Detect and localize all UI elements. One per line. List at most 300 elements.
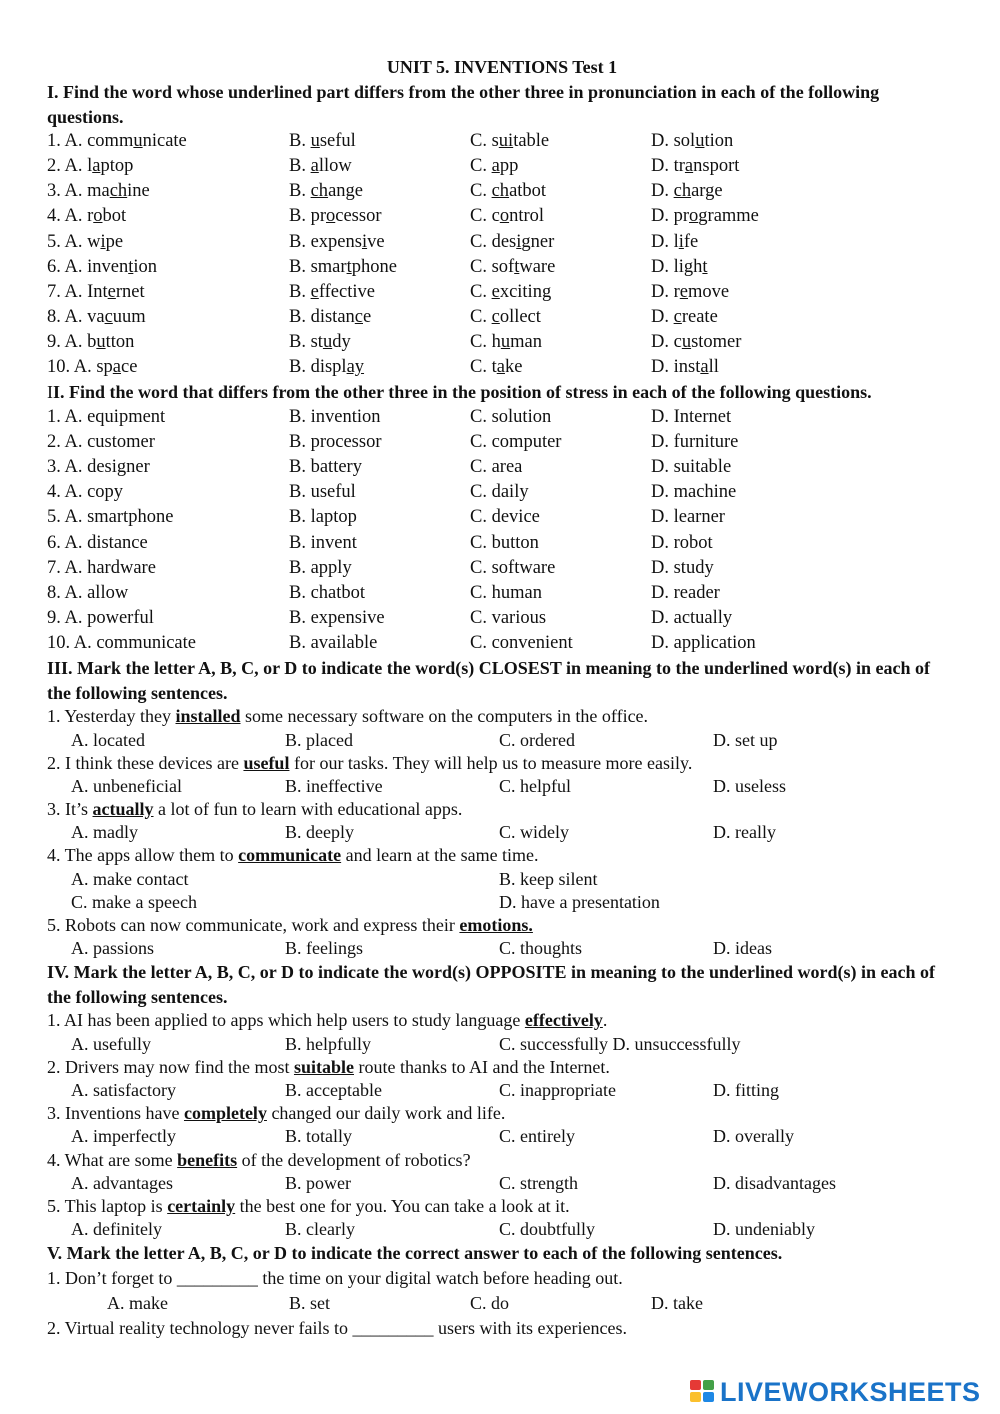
answer-options xyxy=(47,937,957,960)
section-2-rows xyxy=(47,405,957,656)
word-part: tion xyxy=(704,131,734,151)
option-b[interactable]: B. deeply xyxy=(285,822,354,843)
question-text xyxy=(47,798,957,821)
underlined-part: e xyxy=(310,281,319,302)
worksheet-page xyxy=(47,55,957,1341)
option-d[interactable] xyxy=(651,230,698,255)
answer-options xyxy=(47,821,957,844)
option-b[interactable]: B. keep silent xyxy=(499,868,598,889)
underlined-part: i xyxy=(516,231,522,252)
option-b[interactable]: B. chatbot xyxy=(289,582,366,603)
option-c[interactable] xyxy=(470,255,555,280)
option-c[interactable]: C. inappropriate xyxy=(499,1079,616,1100)
underlined-part: ch xyxy=(491,181,510,202)
option-c[interactable]: C. widely xyxy=(499,822,569,843)
word-part: move xyxy=(688,281,730,302)
option-b[interactable]: B. acceptable xyxy=(285,1079,382,1100)
option-b[interactable]: B. placed xyxy=(285,729,353,750)
option-c[interactable]: C. button xyxy=(470,532,539,553)
underlined-keyword: completely xyxy=(183,1103,267,1124)
option-c[interactable]: C. area xyxy=(470,457,523,478)
option-a[interactable]: 5. A. smartphone xyxy=(47,507,174,528)
word-part: dy xyxy=(332,332,351,353)
option-c[interactable] xyxy=(470,154,518,179)
word-part: reate xyxy=(681,306,718,327)
option-c[interactable] xyxy=(470,129,549,154)
question-suffix: for our tasks. They will help us to measure more easily. xyxy=(289,752,693,773)
option-a[interactable]: 8. A. allow xyxy=(47,582,129,603)
word-part: ange xyxy=(328,181,363,202)
option-a[interactable]: A. located xyxy=(71,729,145,750)
word-part: ffective xyxy=(318,281,375,302)
option-a[interactable]: 7. A. hardware xyxy=(47,557,156,578)
word-part: rnet xyxy=(115,281,145,302)
underlined-part: e xyxy=(491,281,500,302)
logo-square-1 xyxy=(690,1380,701,1390)
answer-options xyxy=(47,891,957,914)
question-text xyxy=(47,844,957,867)
word-part: pp xyxy=(499,156,519,177)
section-3-heading: III. Mark the letter A, B, C, or D to indicate the word(s) CLOSEST in meaning to the underlined word(s) in each of the following sentences. xyxy=(47,658,931,703)
word-part: nicate xyxy=(142,131,187,151)
answer-options xyxy=(47,1218,957,1241)
pronunciation-question-row xyxy=(47,355,957,380)
question-prefix: 1. Yesterday they xyxy=(47,706,176,727)
underlined-part: t xyxy=(702,256,708,277)
option-c[interactable]: C. ordered xyxy=(499,729,575,750)
option-b[interactable]: B. apply xyxy=(289,557,352,578)
option-c[interactable] xyxy=(470,355,522,380)
stress-question-row xyxy=(47,430,957,455)
underlined-part: u xyxy=(500,332,511,353)
underlined-part: c xyxy=(491,306,500,327)
word-part: B. xyxy=(289,131,311,151)
option-b[interactable] xyxy=(289,230,385,255)
word-part: seful xyxy=(319,131,356,151)
option-b[interactable]: B. useful xyxy=(289,482,356,503)
question-text xyxy=(47,752,957,775)
word-part: ntrol xyxy=(509,206,545,227)
underlined-part: a xyxy=(491,156,500,177)
option-b[interactable]: B. set xyxy=(289,1292,331,1313)
answer-options xyxy=(47,729,957,752)
option-c[interactable] xyxy=(470,305,541,330)
option-a[interactable]: A. definitely xyxy=(71,1219,162,1240)
option-c[interactable]: C. various xyxy=(470,608,547,629)
option-b[interactable]: B. power xyxy=(285,1172,351,1193)
underlined-keyword: benefits xyxy=(177,1149,238,1170)
section-5-heading: V. Mark the letter A, B, C, or D to indicate the correct answer to each of the following sentences. xyxy=(47,1243,783,1264)
option-c[interactable] xyxy=(470,230,554,255)
option-b[interactable] xyxy=(289,129,356,154)
option-b[interactable]: B. invent xyxy=(289,532,357,553)
option-b[interactable]: B. battery xyxy=(289,457,362,478)
option-c[interactable]: C. device xyxy=(470,507,540,528)
option-d[interactable]: D. Internet xyxy=(651,406,732,427)
option-c[interactable] xyxy=(470,179,546,204)
logo-square-4 xyxy=(703,1392,714,1402)
option-a[interactable]: 9. A. powerful xyxy=(47,608,154,629)
word-part: gner xyxy=(521,231,555,252)
word-part: C. s xyxy=(470,131,499,151)
question-text xyxy=(47,1009,957,1032)
word-part: C. h xyxy=(470,332,501,353)
option-c[interactable] xyxy=(470,280,551,305)
option-c[interactable]: C. thoughts xyxy=(499,938,583,959)
option-a[interactable]: 3. A. designer xyxy=(47,457,150,478)
underlined-part: t xyxy=(514,256,520,277)
question-prefix: 2. I think these devices are xyxy=(47,752,244,773)
underlined-part: t xyxy=(128,256,134,277)
word-part: 4. A. r xyxy=(47,206,94,227)
underlined-part: e xyxy=(679,281,688,302)
option-d[interactable]: D. overally xyxy=(713,1126,794,1147)
underlined-part: i xyxy=(361,231,368,252)
word-part: B. st xyxy=(289,332,323,353)
option-b[interactable] xyxy=(289,255,397,280)
option-a[interactable]: 10. A. communicate xyxy=(47,633,196,654)
word-part: B. smar xyxy=(289,256,347,277)
option-b[interactable]: B. helpfully xyxy=(285,1033,371,1054)
word-part: 2. A. l xyxy=(47,156,93,177)
question-text xyxy=(47,705,957,728)
word-part: xciting xyxy=(499,281,552,302)
word-part: stomer xyxy=(691,332,742,353)
option-b[interactable]: B. processor xyxy=(289,432,382,453)
option-c[interactable]: C. software xyxy=(470,557,556,578)
word-part: C. sof xyxy=(470,256,515,277)
pronunciation-question-row xyxy=(47,129,957,154)
option-d[interactable]: D. suitable xyxy=(651,457,732,478)
option-a[interactable] xyxy=(47,154,133,179)
question-prefix: 4. The apps allow them to xyxy=(47,845,239,866)
underlined-part: o xyxy=(689,206,699,227)
word-part: D. xyxy=(651,181,674,202)
option-c[interactable]: C. helpful xyxy=(499,775,571,796)
underlined-part: ch xyxy=(673,181,692,202)
pronunciation-question-row xyxy=(47,280,957,305)
stress-question-row xyxy=(47,531,957,556)
option-b[interactable]: B. expensive xyxy=(289,608,385,629)
word-part: ine xyxy=(127,181,150,202)
option-d[interactable] xyxy=(651,305,718,330)
underlined-part: e xyxy=(107,281,116,302)
option-d[interactable]: D. actually xyxy=(651,608,733,629)
underlined-part: u xyxy=(322,332,333,353)
option-b[interactable]: B. ineffective xyxy=(285,775,383,796)
underlined-part: i xyxy=(100,231,106,252)
option-d[interactable]: D. have a presentation xyxy=(499,891,660,912)
section-3-questions xyxy=(47,705,957,960)
underlined-keyword: suitable xyxy=(293,1056,354,1077)
option-a[interactable]: A. madly xyxy=(71,822,138,843)
word-part: ion xyxy=(133,256,157,277)
option-a[interactable]: A. unbeneficial xyxy=(71,775,182,796)
option-a[interactable]: 2. A. customer xyxy=(47,432,155,453)
answer-options xyxy=(47,1079,957,1102)
option-c[interactable]: C. human xyxy=(470,582,542,603)
option-d[interactable]: D. really xyxy=(713,822,776,843)
option-b[interactable] xyxy=(289,305,371,330)
underlined-part: u xyxy=(681,332,692,353)
option-d[interactable] xyxy=(651,154,739,179)
option-d[interactable] xyxy=(651,179,723,204)
word-part: C. xyxy=(470,281,492,302)
option-a[interactable] xyxy=(47,255,157,280)
underlined-keyword: communicate xyxy=(238,845,342,866)
option-a[interactable]: A. passions xyxy=(71,938,155,959)
option-a[interactable]: A. satisfactory xyxy=(71,1079,176,1100)
pronunciation-question-row xyxy=(47,230,957,255)
question-suffix: the best one for you. You can take a look at it. xyxy=(235,1195,570,1216)
answer-options xyxy=(47,868,957,891)
option-a[interactable] xyxy=(47,355,137,380)
option-d[interactable] xyxy=(651,355,719,380)
section-1-heading: I. Find the word whose underlined part differs from the other three in pronunciation in each of the following questions. xyxy=(47,82,880,127)
pronunciation-question-row xyxy=(47,179,957,204)
section-5-question-1-options xyxy=(47,1291,957,1316)
word-part: atbot xyxy=(509,181,547,202)
word-part: ollect xyxy=(499,306,541,327)
option-d[interactable]: D. fitting xyxy=(713,1079,779,1100)
underlined-part: u xyxy=(310,131,320,151)
word-part: D. c xyxy=(651,332,682,353)
option-a[interactable] xyxy=(47,129,187,154)
question-suffix: changed our daily work and life. xyxy=(266,1103,506,1124)
underlined-part: ui xyxy=(498,131,514,151)
option-a[interactable] xyxy=(47,230,123,255)
option-d[interactable]: D. undeniably xyxy=(713,1219,815,1240)
word-part: C. des xyxy=(470,231,517,252)
section-4-questions xyxy=(47,1009,957,1241)
stress-question-row xyxy=(47,556,957,581)
stress-question-row xyxy=(47,505,957,530)
underlined-keyword: actually xyxy=(92,799,154,820)
option-d[interactable]: D. robot xyxy=(651,532,713,553)
underlined-keyword: effectively xyxy=(524,1010,603,1031)
option-c[interactable]: C. make a speech xyxy=(71,891,197,912)
liveworksheets-logo xyxy=(690,1378,981,1406)
word-part: B. pr xyxy=(289,206,326,227)
option-a[interactable]: A. make xyxy=(107,1292,168,1313)
question-prefix: 3. Inventions have xyxy=(47,1103,184,1124)
word-part: C. t xyxy=(470,357,497,378)
question-suffix: . xyxy=(602,1010,608,1031)
option-d[interactable]: D. learner xyxy=(651,507,725,528)
option-c[interactable]: C. daily xyxy=(470,482,529,503)
word-part: 3. A. ma xyxy=(47,181,110,202)
word-part: pe xyxy=(105,231,124,252)
option-d[interactable] xyxy=(651,129,733,154)
section-2-heading-prefix: I xyxy=(47,382,53,403)
answer-options xyxy=(47,1125,957,1148)
option-b[interactable] xyxy=(289,179,363,204)
option-c[interactable]: C. entirely xyxy=(499,1126,575,1147)
word-part: C. xyxy=(470,181,492,202)
word-part: B. xyxy=(289,281,311,302)
logo-square-3 xyxy=(690,1392,701,1402)
option-c[interactable] xyxy=(470,330,542,355)
word-part: D. ligh xyxy=(651,256,703,277)
question-prefix: 2. Drivers may now find the most xyxy=(47,1056,294,1077)
option-d[interactable] xyxy=(651,280,729,305)
stress-question-row xyxy=(47,606,957,631)
word-part: uum xyxy=(112,306,146,327)
section-1-rows xyxy=(47,129,957,380)
option-c[interactable]: C. strength xyxy=(499,1172,578,1193)
word-part: cessor xyxy=(335,206,382,227)
pronunciation-question-row xyxy=(47,305,957,330)
option-c[interactable]: C. convenient xyxy=(470,633,573,654)
word-part: e xyxy=(363,306,372,327)
word-part: B. expens xyxy=(289,231,362,252)
underlined-part: ch xyxy=(109,181,128,202)
word-part: ke xyxy=(504,357,523,378)
option-b[interactable]: B. invention xyxy=(289,406,381,427)
word-part: C. xyxy=(470,156,492,177)
option-d[interactable]: D. reader xyxy=(651,582,720,603)
option-d[interactable] xyxy=(651,204,759,229)
underlined-part: o xyxy=(93,206,103,227)
option-a[interactable]: A. advantages xyxy=(71,1172,173,1193)
option-b[interactable]: B. available xyxy=(289,633,378,654)
option-d[interactable]: D. furniture xyxy=(651,432,739,453)
word-part: B. distan xyxy=(289,306,355,327)
question-suffix: route thanks to AI and the Internet. xyxy=(353,1056,610,1077)
underlined-part: u xyxy=(133,131,143,151)
option-b[interactable] xyxy=(289,355,364,380)
option-a[interactable]: A. make contact xyxy=(71,868,189,889)
option-b[interactable] xyxy=(289,280,375,305)
option-b[interactable]: B. totally xyxy=(285,1126,352,1147)
question-suffix: a lot of fun to learn with educational apps. xyxy=(153,799,463,820)
word-part: ptop xyxy=(100,156,134,177)
section-5-question-1: 1. Don’t forget to _________ the time on your digital watch before heading out. xyxy=(47,1267,623,1288)
word-part: tton xyxy=(105,332,135,353)
word-part: bot xyxy=(102,206,127,227)
question-suffix: and learn at the same time. xyxy=(341,845,539,866)
option-c[interactable]: C. do xyxy=(470,1292,510,1313)
word-part: D. sol xyxy=(651,131,696,151)
word-part: llow xyxy=(318,156,352,177)
option-b[interactable]: B. clearly xyxy=(285,1219,355,1240)
underlined-keyword: certainly xyxy=(167,1195,236,1216)
logo-square-2 xyxy=(703,1380,714,1390)
option-c[interactable] xyxy=(470,204,544,229)
word-part: fe xyxy=(683,231,699,252)
liveworksheets-logo-icon xyxy=(690,1380,716,1404)
section-5-question-2: 2. Virtual reality technology never fails to _________ users with its experiences. xyxy=(47,1317,627,1338)
question-suffix: some necessary software on the computers in the office. xyxy=(240,706,649,727)
word-part: D. l xyxy=(651,231,679,252)
underlined-keyword: emotions. xyxy=(459,915,533,935)
option-a[interactable]: A. usefully xyxy=(71,1033,151,1054)
option-d[interactable]: D. take xyxy=(651,1292,703,1313)
option-d[interactable]: D. ideas xyxy=(713,938,772,959)
question-text xyxy=(47,914,957,937)
underlined-part: ay xyxy=(346,357,365,378)
option-a[interactable] xyxy=(47,204,126,229)
option-a[interactable] xyxy=(47,280,145,305)
word-part: 1. A. comm xyxy=(47,131,134,151)
option-d[interactable]: D. machine xyxy=(651,482,737,503)
question-prefix: 5. This laptop is xyxy=(47,1195,168,1216)
question-prefix: 1. AI has been applied to apps which help users to study language xyxy=(47,1010,525,1031)
word-part: man xyxy=(510,332,542,353)
question-text xyxy=(47,1102,957,1125)
question-prefix: 5. Robots can now communicate, work and express their xyxy=(47,915,460,935)
word-part: arge xyxy=(691,181,723,202)
option-c[interactable]: C. solution xyxy=(470,406,552,427)
word-part: ll xyxy=(708,357,719,378)
option-c[interactable]: C. computer xyxy=(470,432,562,453)
word-part: ware xyxy=(519,256,556,277)
underlined-part: i xyxy=(678,231,684,252)
underlined-part: u xyxy=(695,131,705,151)
option-b[interactable]: B. feelings xyxy=(285,938,363,959)
word-part: ce xyxy=(121,357,138,378)
option-a[interactable]: 4. A. copy xyxy=(47,482,124,503)
stress-question-row xyxy=(47,405,957,430)
option-d[interactable] xyxy=(651,255,708,280)
option-d[interactable]: D. useless xyxy=(713,775,786,796)
pronunciation-question-row xyxy=(47,255,957,280)
option-c[interactable]: C. doubtfully xyxy=(499,1219,596,1240)
word-part: nsport xyxy=(693,156,740,177)
word-part: B. xyxy=(289,156,311,177)
word-part: ve xyxy=(367,231,385,252)
option-c[interactable]: C. successfully D. unsuccessfully xyxy=(499,1033,741,1054)
word-part: D. pr xyxy=(651,206,690,227)
pronunciation-question-row xyxy=(47,154,957,179)
stress-question-row xyxy=(47,581,957,606)
underlined-part: u xyxy=(96,332,106,353)
underlined-part: o xyxy=(499,206,510,227)
underlined-keyword: useful xyxy=(243,752,290,773)
option-d[interactable]: D. application xyxy=(651,633,756,654)
section-2-heading-text: I. Find the word that differs from the other three in the position of stress in each of the following questions. xyxy=(53,382,872,403)
option-a[interactable]: 6. A. distance xyxy=(47,532,148,553)
option-b[interactable] xyxy=(289,154,352,179)
option-a[interactable]: 1. A. equipment xyxy=(47,406,166,427)
section-4-heading: IV. Mark the letter A, B, C, or D to indicate the word(s) OPPOSITE in meaning to the underlined word(s) in each of the following sentences. xyxy=(47,962,935,1007)
option-d[interactable] xyxy=(651,330,741,355)
worksheet-title: UNIT 5. INVENTIONS Test 1 xyxy=(386,57,618,77)
option-d[interactable]: D. disadvantages xyxy=(713,1172,836,1193)
underlined-part: o xyxy=(326,206,336,227)
option-d[interactable]: D. set up xyxy=(713,729,778,750)
word-part: 8. A. va xyxy=(47,306,105,327)
option-a[interactable] xyxy=(47,330,134,355)
option-b[interactable]: B. laptop xyxy=(289,507,357,528)
word-part: D. r xyxy=(651,281,680,302)
word-part: 9. A. b xyxy=(47,332,97,353)
underlined-part: c xyxy=(104,306,113,327)
option-a[interactable] xyxy=(47,179,150,204)
question-prefix: 3. It’s xyxy=(47,799,93,820)
option-d[interactable]: D. study xyxy=(651,557,714,578)
option-b[interactable] xyxy=(289,204,381,229)
pronunciation-question-row xyxy=(47,330,957,355)
question-suffix: of the development of robotics? xyxy=(237,1149,471,1170)
option-a[interactable] xyxy=(47,305,146,330)
word-part: D. inst xyxy=(651,357,701,378)
option-b[interactable] xyxy=(289,330,351,355)
stress-question-row xyxy=(47,455,957,480)
underlined-part: a xyxy=(310,156,319,177)
option-a[interactable]: A. imperfectly xyxy=(71,1126,176,1147)
question-prefix: 4. What are some xyxy=(47,1149,178,1170)
